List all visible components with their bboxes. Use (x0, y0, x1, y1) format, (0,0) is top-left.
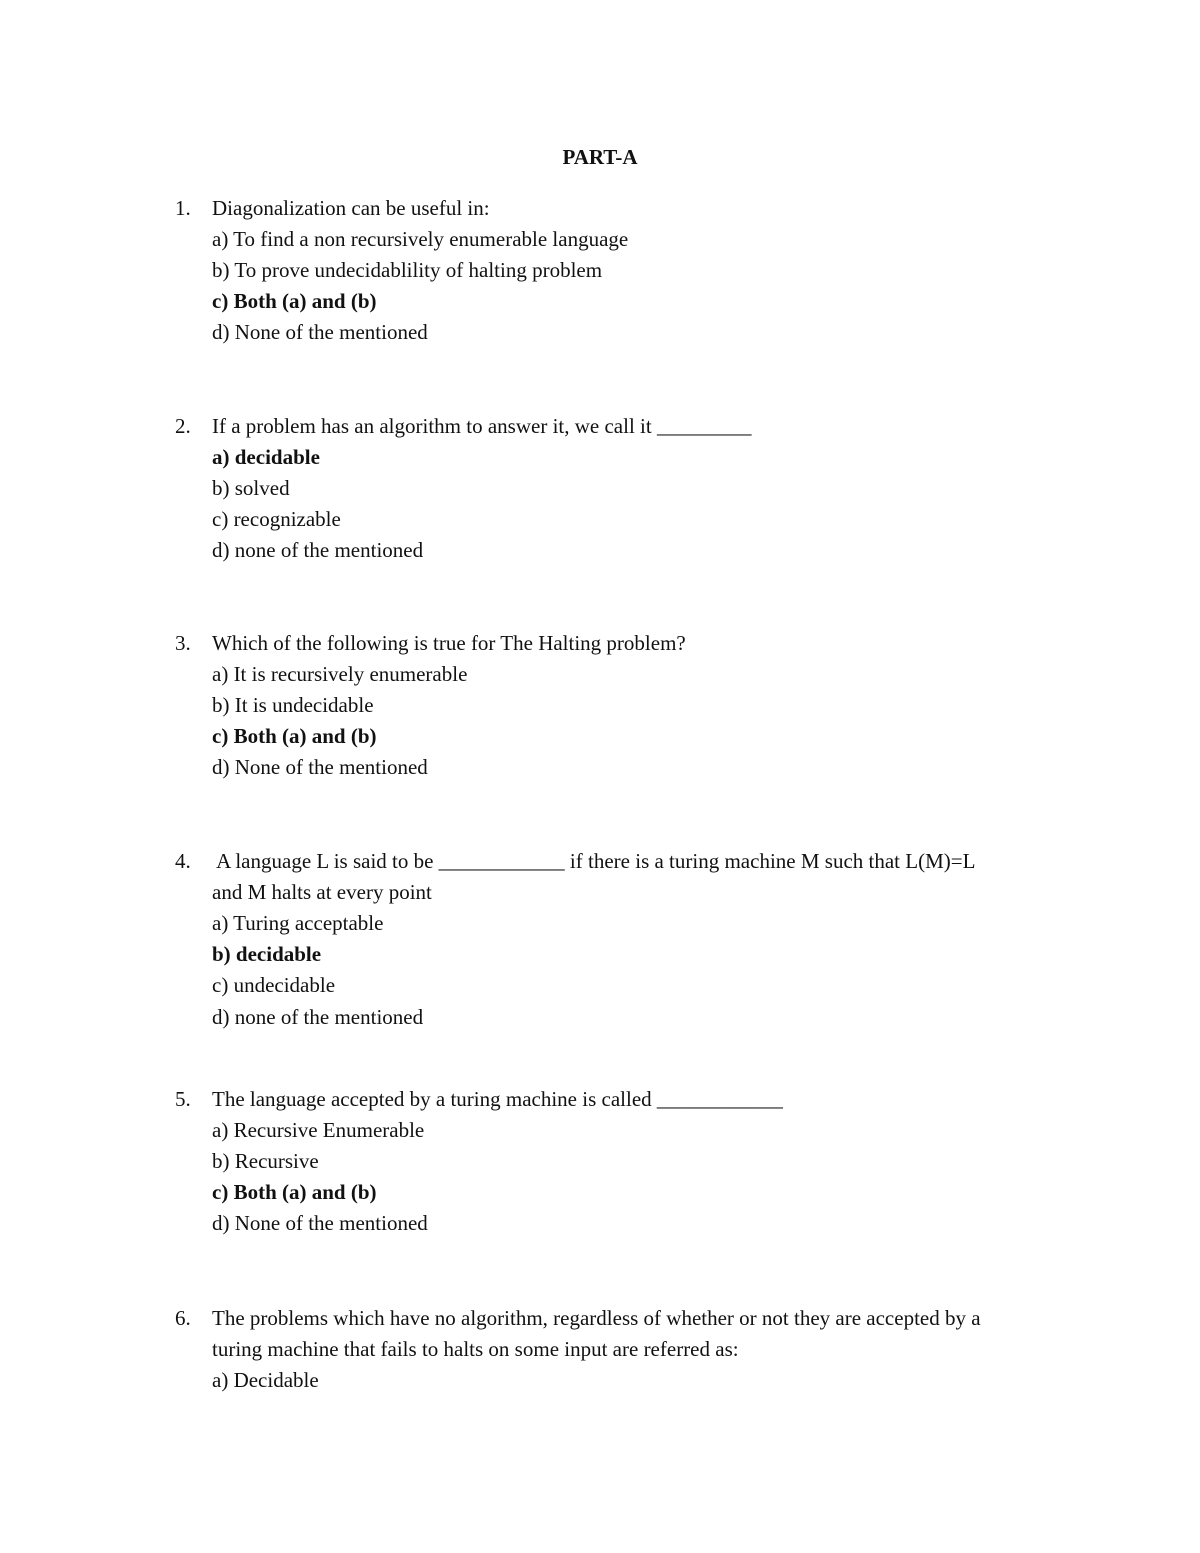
question-2-option-b: b) solved (212, 476, 290, 500)
section-title: PART-A (562, 145, 638, 169)
question-4-text-line-2: and M halts at every point (212, 880, 432, 904)
question-1-option-b: b) To prove undecidablility of halting problem (212, 258, 603, 282)
question-4-text-line-1: A language L is said to be ____________ if there is a turing machine M such that L(M)=L (212, 849, 976, 873)
question-6-option-a: a) Decidable (212, 1368, 319, 1392)
question-2-number: 2. (175, 414, 191, 438)
question-5-option-b: b) Recursive (212, 1149, 319, 1173)
question-2-option-a: a) decidable (212, 445, 320, 469)
question-5-option-c: c) Both (a) and (b) (212, 1180, 377, 1204)
question-4-option-b: b) decidable (212, 942, 322, 966)
question-1-option-a: a) To find a non recursively enumerable language (212, 227, 629, 251)
question-1-number: 1. (175, 196, 191, 220)
question-4-option-a: a) Turing acceptable (212, 911, 384, 935)
question-3-option-c: c) Both (a) and (b) (212, 724, 377, 748)
question-1-option-c: c) Both (a) and (b) (212, 289, 377, 313)
question-6-text-line-1: The problems which have no algorithm, regardless of whether or not they are accepted by a (212, 1306, 981, 1330)
question-3-option-d: d) None of the mentioned (212, 755, 428, 779)
question-1-text: Diagonalization can be useful in: (212, 196, 490, 220)
question-6-number: 6. (175, 1306, 191, 1330)
question-4-number: 4. (175, 849, 191, 873)
question-2-option-d: d) none of the mentioned (212, 538, 424, 562)
question-3-option-a: a) It is recursively enumerable (212, 662, 468, 686)
question-4-option-d: d) none of the mentioned (212, 1005, 424, 1029)
question-3-option-b: b) It is undecidable (212, 693, 374, 717)
question-6-text-line-2: turing machine that fails to halts on some input are referred as: (212, 1337, 739, 1361)
question-3-text: Which of the following is true for The Halting problem? (212, 631, 686, 655)
question-5-option-d: d) None of the mentioned (212, 1211, 428, 1235)
question-1-option-d: d) None of the mentioned (212, 320, 428, 344)
question-2-text: If a problem has an algorithm to answer it, we call it _________ (212, 414, 752, 438)
question-2-option-c: c) recognizable (212, 507, 341, 531)
question-5-number: 5. (175, 1087, 191, 1111)
question-3-number: 3. (175, 631, 191, 655)
question-4-option-c: c) undecidable (212, 973, 336, 997)
question-5-text: The language accepted by a turing machine is called ____________ (212, 1087, 783, 1111)
question-5-option-a: a) Recursive Enumerable (212, 1118, 425, 1142)
